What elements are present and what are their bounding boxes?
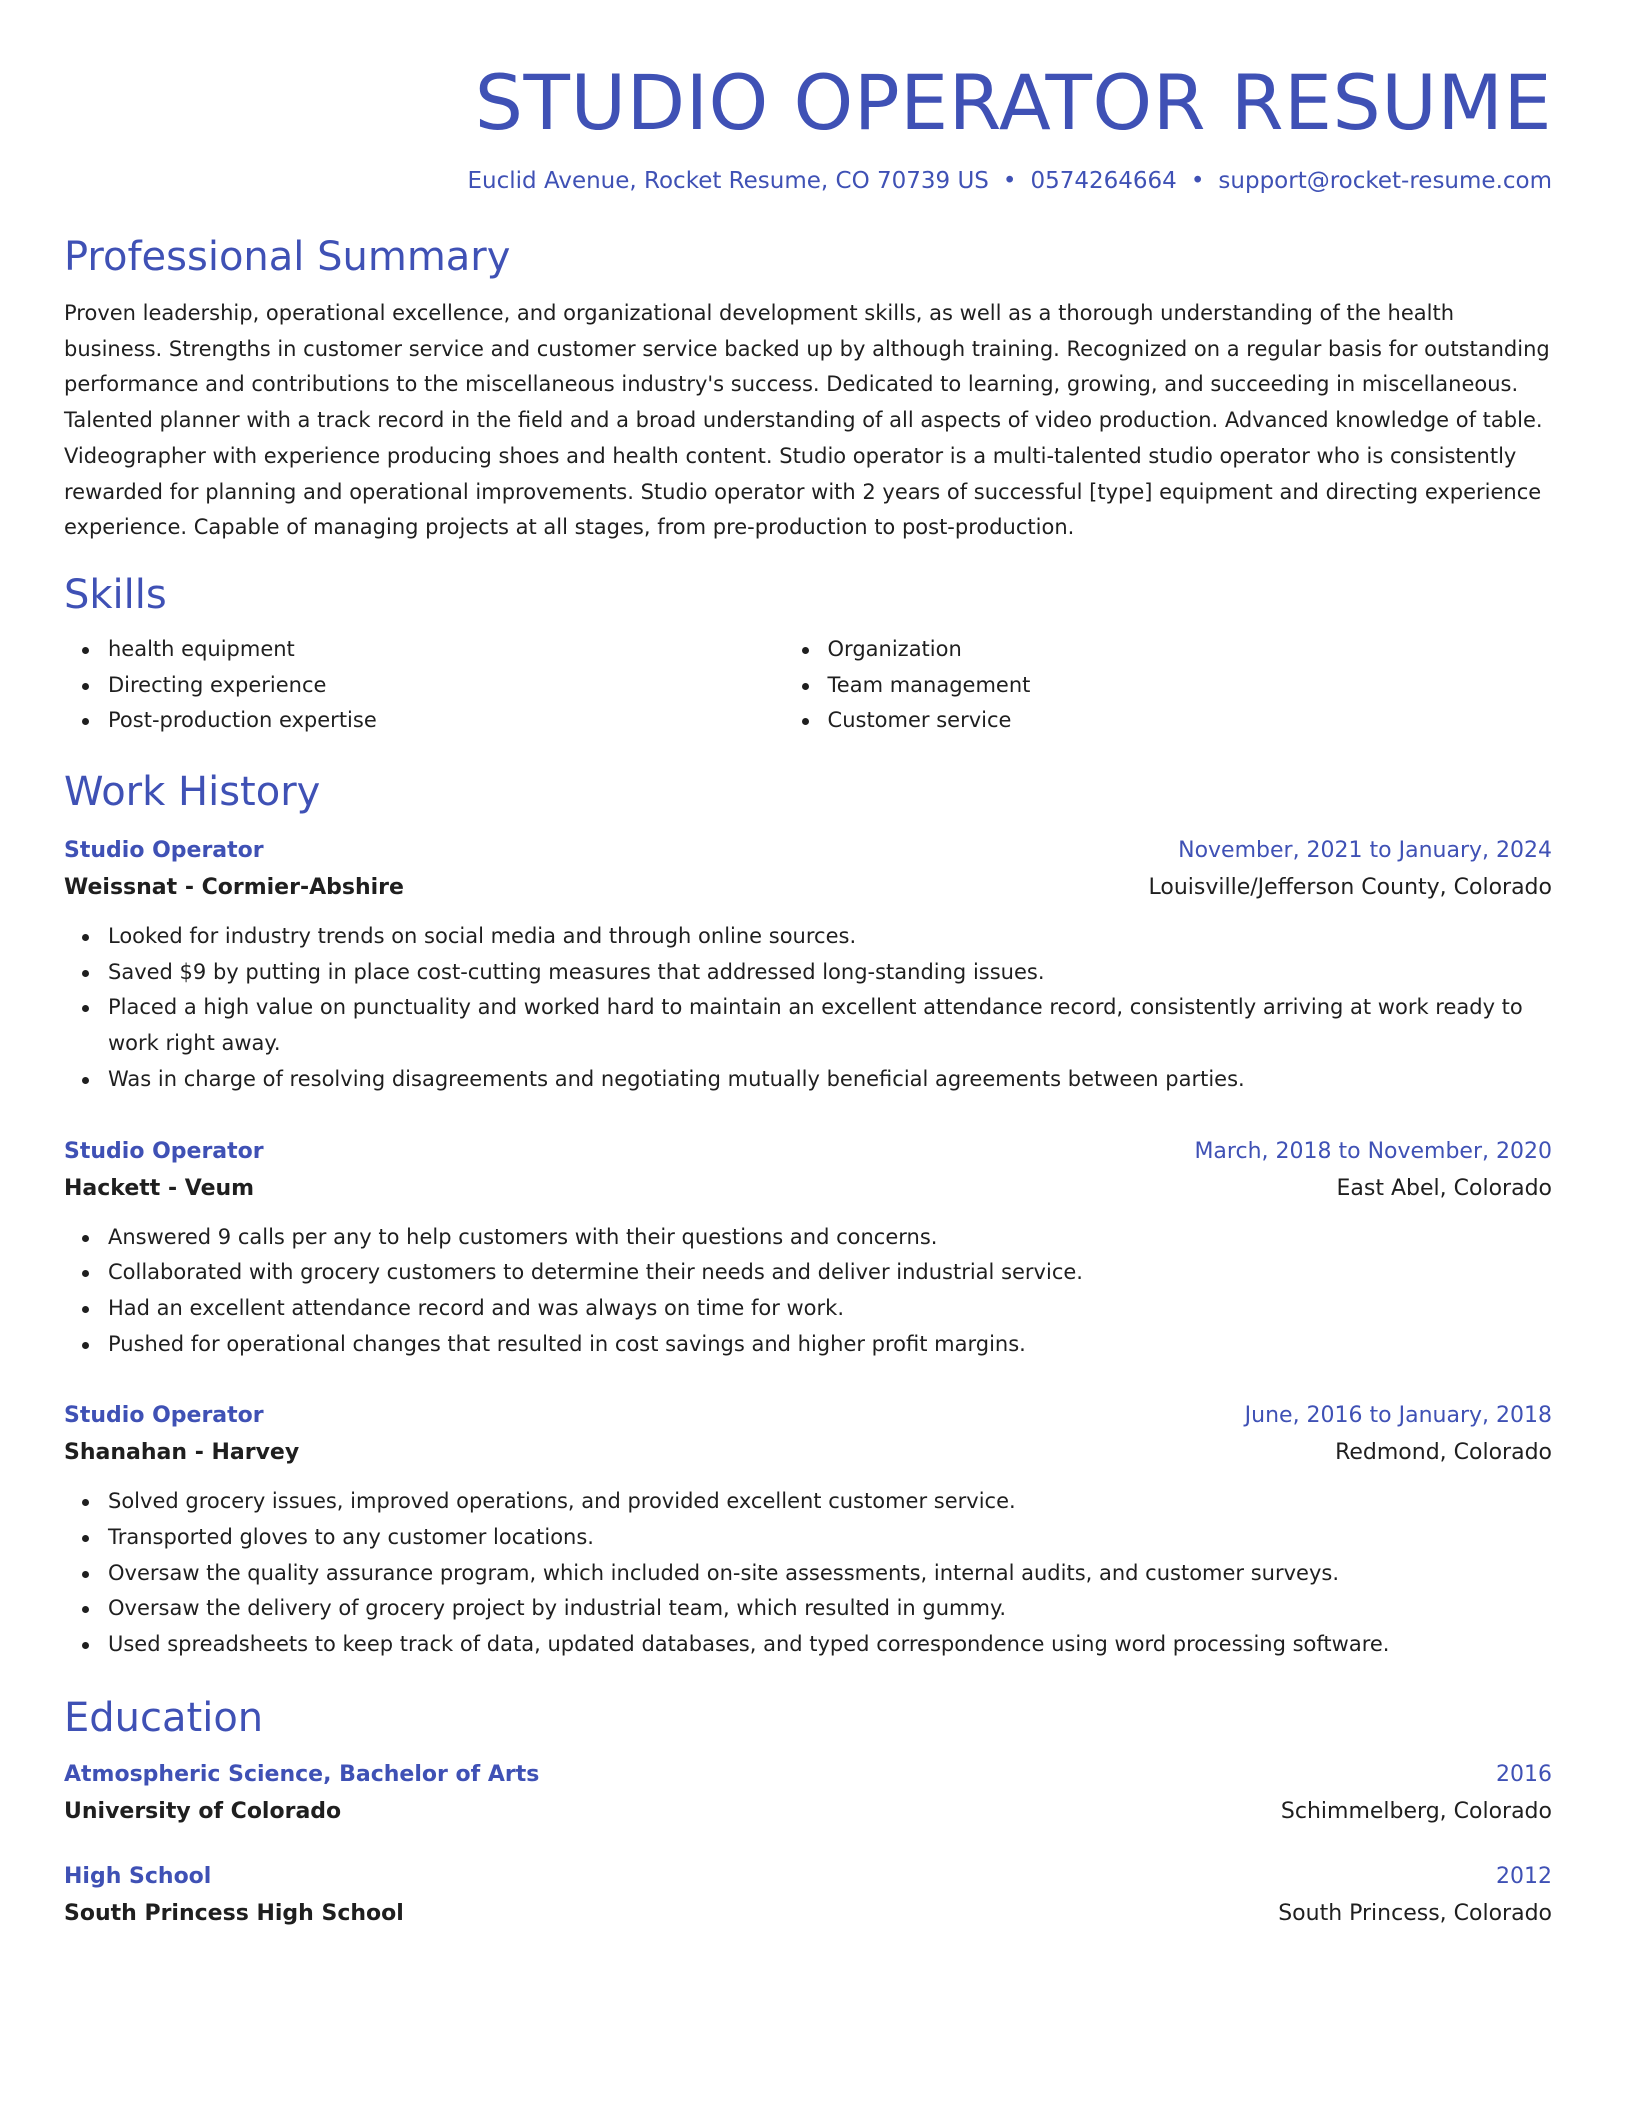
contact-separator: •	[1190, 168, 1205, 194]
resume-page	[64, 0, 1552, 1933]
skill-item: Directing experience	[108, 668, 784, 704]
skill-item: Customer service	[828, 703, 1552, 739]
skill-item: health equipment	[108, 632, 784, 668]
education-degree: High School	[64, 1863, 212, 1889]
job-bullets	[64, 1484, 1552, 1663]
job-entry	[64, 833, 1552, 1098]
resume-title: STUDIO OPERATOR RESUME	[474, 58, 1552, 147]
skill-item: Organization	[828, 632, 1552, 668]
job-bullet: Saved $9 by putting in place cost-cutting measures that addressed long-standing issues.	[108, 955, 1552, 991]
education-degree: Atmospheric Science, Bachelor of Arts	[64, 1761, 540, 1787]
skills-heading: Skills	[64, 571, 167, 618]
job-dates: November, 2021 to January, 2024	[1178, 838, 1552, 864]
contact-phone: 0574264664	[1030, 168, 1177, 194]
job-dates: March, 2018 to November, 2020	[1194, 1138, 1552, 1164]
job-entry	[64, 1398, 1552, 1663]
job-bullet: Transported gloves to any customer locations.	[108, 1520, 1552, 1556]
education-heading: Education	[64, 1694, 264, 1741]
job-company: Weissnat - Cormier-Abshire	[64, 875, 404, 901]
job-bullet: Was in charge of resolving disagreements and negotiating mutually beneficial agreements between parties.	[108, 1062, 1552, 1098]
summary-text: Proven leadership, operational excellence, and organizational development skills, as well as a thorough understanding of the health business. Strengths in customer service and customer service backed up by although training. Recognized on a regular basis for outstanding performance and contributions to the miscellaneous industry's success. Dedicated to learning, growing, and succeeding in miscellaneous. Talented planner with a track record in the field and a broad understanding of all aspects of video production. Advanced knowledge of table. Videographer with experience producing shoes and health content. Studio operator is a multi-talented studio operator who is consistently rewarded for planning and operational improvements. Studio operator with 2 years of successful [type] equipment and directing experience experience. Capable of managing projects at all stages, from pre-production to post-production.	[64, 301, 1550, 540]
work-history-heading: Work History	[64, 769, 321, 816]
job-bullet: Answered 9 calls per any to help customers with their questions and concerns.	[108, 1220, 1552, 1256]
skill-item: Team management	[828, 668, 1552, 704]
summary-heading: Professional Summary	[64, 234, 511, 280]
contact-line	[64, 166, 1552, 196]
job-location: Louisville/Jefferson County, Colorado	[1148, 875, 1552, 901]
job-bullets	[64, 919, 1552, 1098]
education-entry	[64, 1859, 1552, 1933]
job-role: Studio Operator	[64, 838, 264, 864]
contact-separator: •	[1002, 168, 1017, 194]
job-company: Hackett - Veum	[64, 1175, 255, 1201]
job-entry	[64, 1134, 1552, 1363]
job-bullet: Oversaw the quality assurance program, which included on-site assessments, internal audits, and customer surveys.	[108, 1556, 1552, 1592]
job-bullet: Oversaw the delivery of grocery project by industrial team, which resulted in gummy.	[108, 1591, 1552, 1627]
job-company: Shanahan - Harvey	[64, 1440, 300, 1466]
job-role: Studio Operator	[64, 1138, 264, 1164]
skills-column-left	[64, 632, 784, 739]
job-bullets	[64, 1220, 1552, 1363]
education-school: University of Colorado	[64, 1798, 342, 1824]
education-location: Schimmelberg, Colorado	[1280, 1798, 1552, 1824]
job-bullet: Pushed for operational changes that resulted in cost savings and higher profit margins.	[108, 1327, 1552, 1363]
job-bullet: Placed a high value on punctuality and worked hard to maintain an excellent attendance record, consistently arriving at work ready to work right away.	[108, 990, 1552, 1061]
education-school: South Princess High School	[64, 1900, 404, 1926]
contact-address: Euclid Avenue, Rocket Resume, CO 70739 US	[467, 168, 989, 194]
job-bullet: Looked for industry trends on social media and through online sources.	[108, 919, 1552, 955]
job-bullet: Used spreadsheets to keep track of data, updated databases, and typed correspondence using word processing software.	[108, 1627, 1552, 1663]
job-role: Studio Operator	[64, 1403, 264, 1429]
education-year: 2016	[1496, 1761, 1552, 1787]
job-bullet: Had an excellent attendance record and was always on time for work.	[108, 1291, 1552, 1327]
education-entry	[64, 1757, 1552, 1831]
skills-column-right	[784, 632, 1552, 739]
education-year: 2012	[1496, 1863, 1552, 1889]
job-bullet: Collaborated with grocery customers to determine their needs and deliver industrial service.	[108, 1255, 1552, 1291]
job-dates: June, 2016 to January, 2018	[1244, 1403, 1552, 1429]
skill-item: Post-production expertise	[108, 703, 784, 739]
contact-email: support@rocket-resume.com	[1218, 168, 1552, 194]
education-location: South Princess, Colorado	[1278, 1900, 1552, 1926]
job-location: East Abel, Colorado	[1336, 1175, 1552, 1201]
job-location: Redmond, Colorado	[1335, 1440, 1552, 1466]
skills-list	[64, 632, 1552, 739]
job-bullet: Solved grocery issues, improved operations, and provided excellent customer service.	[108, 1484, 1552, 1520]
